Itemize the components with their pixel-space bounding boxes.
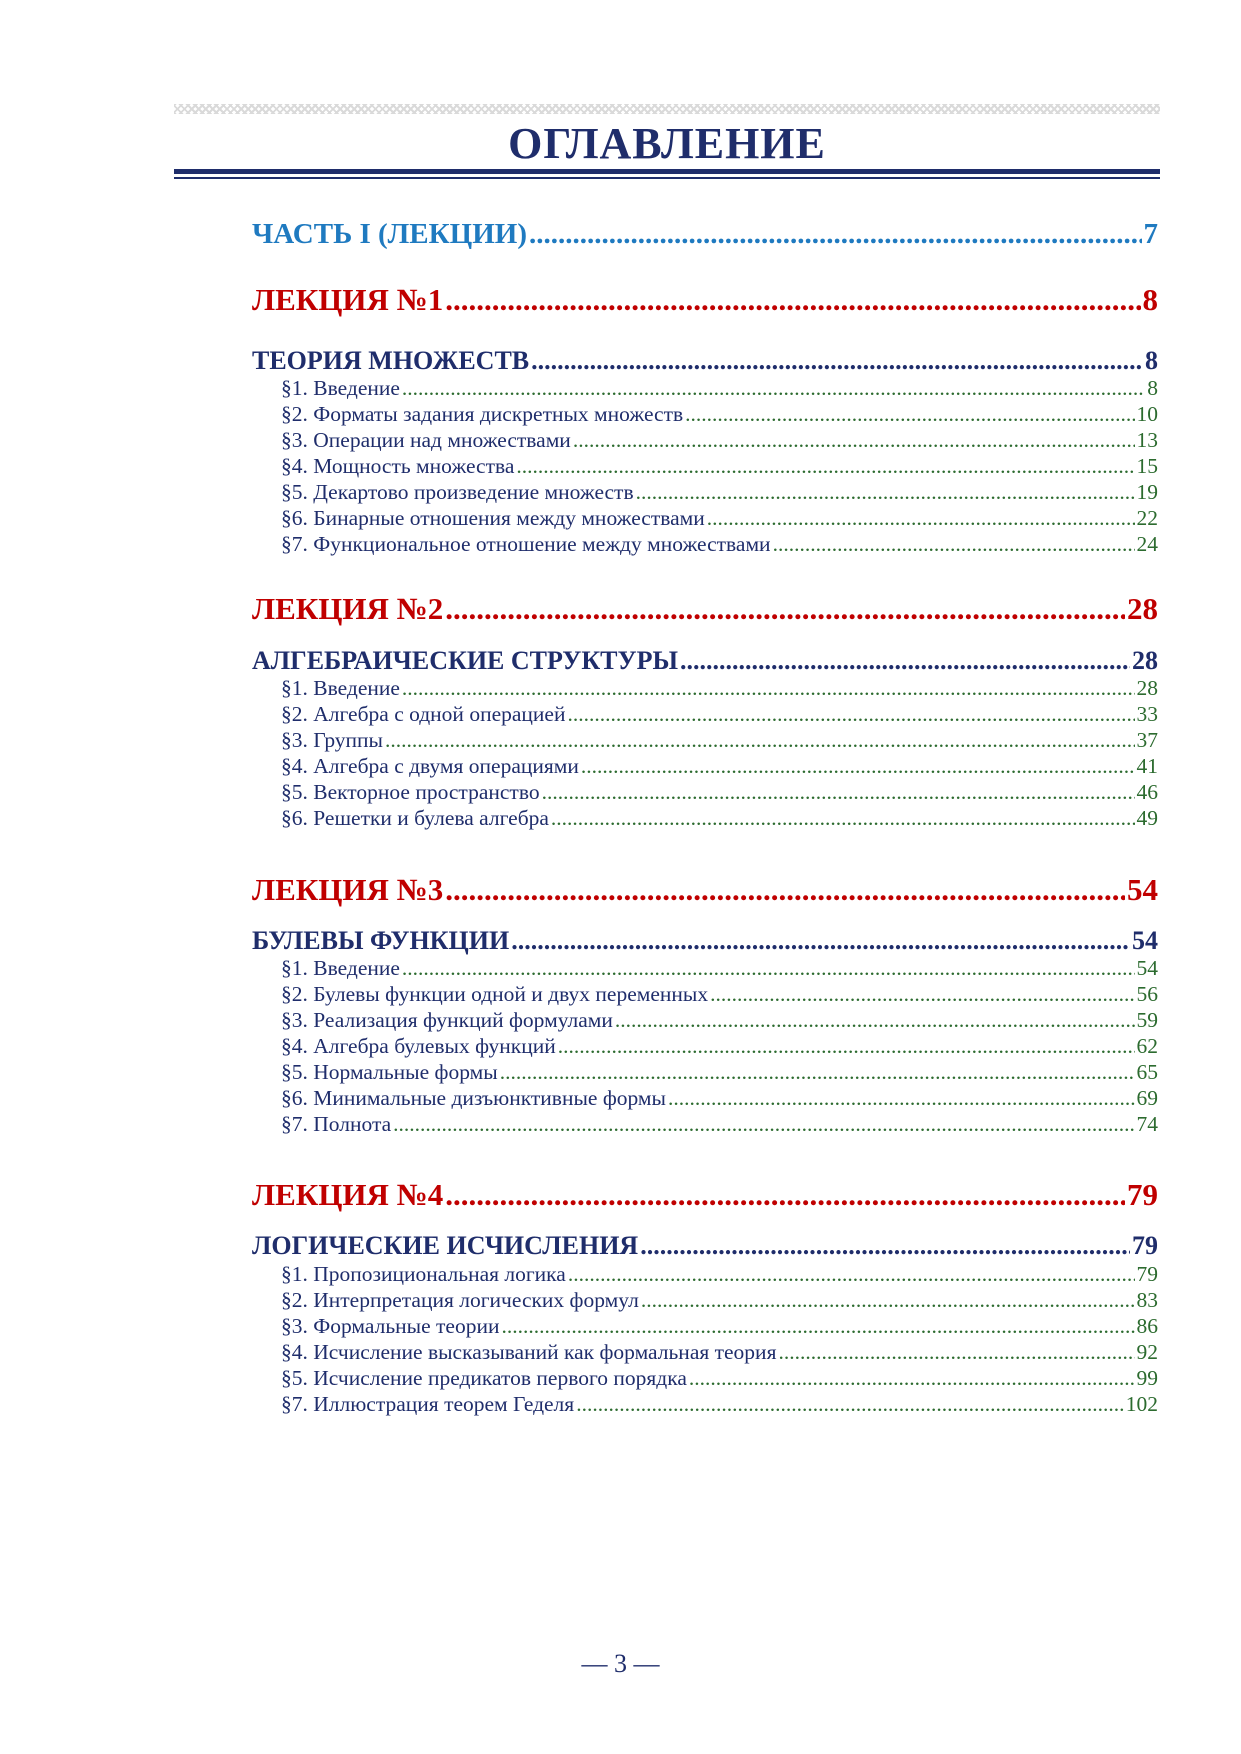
toc-entry-page: 8 — [1142, 282, 1158, 317]
toc-entry-section[interactable] — [252, 982, 1158, 1007]
toc-entry-page: 15 — [1136, 454, 1158, 478]
toc-entry-page: 28 — [1136, 676, 1158, 700]
toc-entry-section[interactable] — [252, 806, 1158, 831]
toc-leader-dots — [640, 1231, 1130, 1261]
toc-entry-section[interactable] — [252, 532, 1158, 557]
toc-leader-dots — [641, 1288, 1135, 1313]
toc-leader-dots — [511, 926, 1130, 956]
toc-leader-dots — [558, 1034, 1135, 1059]
toc-leader-dots — [576, 1392, 1124, 1417]
toc-entry-page: 56 — [1136, 982, 1158, 1006]
toc-leader-dots — [551, 806, 1135, 831]
toc-leader-dots — [445, 1177, 1125, 1213]
toc-entry-page: 28 — [1127, 591, 1158, 626]
toc-leader-dots — [707, 506, 1135, 531]
toc-entry-section[interactable] — [252, 956, 1158, 981]
toc-entry-section[interactable] — [252, 480, 1158, 505]
toc-entry-page: 86 — [1136, 1314, 1158, 1338]
title-rule-thin — [174, 177, 1160, 179]
toc-entry-label: §7. Полнота — [281, 1112, 392, 1136]
toc-entry-label: §2. Булевы функции одной и двух переменных — [281, 982, 709, 1006]
toc-leader-dots — [385, 728, 1135, 753]
toc-entry-page: 59 — [1136, 1008, 1158, 1032]
toc-entry-label: §1. Введение — [281, 676, 400, 700]
toc-entry-page: 41 — [1136, 754, 1158, 778]
page-title: ОГЛАВЛЕНИЕ — [508, 119, 826, 168]
toc-leader-dots — [680, 646, 1130, 676]
toc-entry-page: 79 — [1127, 1177, 1158, 1212]
toc-entry-label: §5. Нормальные формы — [281, 1060, 498, 1084]
toc-entry-section[interactable] — [252, 1340, 1158, 1365]
toc-leader-dots — [710, 982, 1134, 1007]
toc-entry-section[interactable] — [252, 1060, 1158, 1085]
toc-entry-page: 102 — [1125, 1392, 1158, 1416]
toc-entry-label: §2. Интерпретация логических формул — [281, 1288, 639, 1312]
toc-entry-page: 83 — [1136, 1288, 1158, 1312]
toc-leader-dots — [567, 702, 1134, 727]
toc-entry-section[interactable] — [252, 506, 1158, 531]
toc-entry-page: 7 — [1143, 218, 1158, 250]
toc-entry-page: 79 — [1132, 1231, 1158, 1260]
toc-entry-page: 8 — [1145, 346, 1158, 375]
toc-entry-label: §2. Алгебра с одной операцией — [281, 702, 566, 726]
toc-entry-label: §5. Векторное пространство — [281, 780, 540, 804]
toc-leader-dots — [402, 376, 1145, 401]
toc-entry-page: 46 — [1136, 780, 1158, 804]
toc-leader-dots — [615, 1008, 1135, 1033]
toc-entry-section[interactable] — [252, 428, 1158, 453]
toc-leader-dots — [685, 402, 1134, 427]
toc-entry-page: 19 — [1136, 480, 1158, 504]
toc-entry-label: §5. Декартово произведение множеств — [281, 480, 634, 504]
toc-entry-section[interactable] — [252, 702, 1158, 727]
toc-entry-section[interactable] — [252, 454, 1158, 479]
toc-entry-section[interactable] — [252, 1034, 1158, 1059]
toc-entry-section[interactable] — [252, 754, 1158, 779]
toc-entry-page: 79 — [1136, 1262, 1158, 1286]
toc-entry-topic[interactable] — [252, 346, 1158, 376]
toc-entry-topic[interactable] — [252, 1231, 1158, 1261]
toc-entry-label: ЛЕКЦИЯ №1 — [252, 282, 444, 317]
toc-entry-label: §4. Алгебра с двумя операциями — [281, 754, 579, 778]
toc-entry-label: §6. Минимальные дизъюнктивные формы — [281, 1086, 666, 1110]
toc-leader-dots — [445, 872, 1125, 908]
toc-entry-section[interactable] — [252, 1392, 1158, 1417]
toc-entry-page: 54 — [1136, 956, 1158, 980]
toc-entry-page: 28 — [1132, 646, 1158, 675]
toc-entry-page: 65 — [1136, 1060, 1158, 1084]
toc-leader-dots — [402, 676, 1135, 701]
toc-leader-dots — [531, 346, 1143, 376]
toc-entry-label: АЛГЕБРАИЧЕСКИЕ СТРУКТУРЫ — [252, 646, 679, 675]
toc-entry-label: §7. Иллюстрация теорем Геделя — [281, 1392, 575, 1416]
toc-entry-topic[interactable] — [252, 646, 1158, 676]
toc-entry-label: §3. Реализация функций формулами — [281, 1008, 613, 1032]
toc-entry-page: 24 — [1136, 532, 1158, 556]
toc-entry-section[interactable] — [252, 1366, 1158, 1391]
toc-entry-label: §7. Функциональное отношение между множествами — [281, 532, 771, 556]
toc-entry-section[interactable] — [252, 676, 1158, 701]
toc-leader-dots — [393, 1112, 1134, 1137]
toc-entry-label: ЧАСТЬ I (ЛЕКЦИИ) — [252, 218, 527, 250]
toc-leader-dots — [445, 591, 1125, 627]
toc-entry-label: ТЕОРИЯ МНОЖЕСТВ — [252, 346, 530, 375]
toc-entry-label: §2. Форматы задания дискретных множеств — [281, 402, 684, 426]
toc-leader-dots — [573, 428, 1135, 453]
page-number: — 3 — — [581, 1649, 660, 1678]
toc-entry-label: ЛОГИЧЕСКИЕ ИСЧИСЛЕНИЯ — [252, 1231, 639, 1260]
toc-entry-label: §4. Алгебра булевых функций — [281, 1034, 556, 1058]
toc-leader-dots — [445, 282, 1140, 318]
toc-leader-dots — [581, 754, 1135, 779]
toc-entry-part[interactable] — [252, 218, 1158, 251]
toc-entry-section[interactable] — [252, 780, 1158, 805]
toc-entry-section[interactable] — [252, 1112, 1158, 1137]
toc-entry-section[interactable] — [252, 1008, 1158, 1033]
toc-leader-dots — [773, 532, 1135, 557]
toc-entry-lecture[interactable] — [252, 1177, 1158, 1213]
toc-entry-label: ЛЕКЦИЯ №3 — [252, 872, 444, 907]
toc-entry-page: 92 — [1136, 1340, 1158, 1364]
toc-entry-label: §1. Введение — [281, 956, 400, 980]
toc-entry-label: §5. Исчисление предикатов первого порядка — [281, 1366, 687, 1390]
toc-entry-section[interactable] — [252, 1262, 1158, 1287]
toc-leader-dots — [529, 218, 1142, 251]
toc-entry-lecture[interactable] — [252, 282, 1158, 318]
toc-entry-page: 33 — [1136, 702, 1158, 726]
toc-leader-dots — [501, 1314, 1134, 1339]
toc-entry-page: 22 — [1136, 506, 1158, 530]
toc-entry-section[interactable] — [252, 1086, 1158, 1111]
toc-entry-page: 37 — [1136, 728, 1158, 752]
toc-entry-section[interactable] — [252, 1288, 1158, 1313]
toc-entry-section[interactable] — [252, 376, 1158, 401]
toc-entry-page: 99 — [1136, 1366, 1158, 1390]
toc-entry-label: §4. Мощность множества — [281, 454, 515, 478]
toc-entry-section[interactable] — [252, 402, 1158, 427]
toc-leader-dots — [778, 1340, 1134, 1365]
toc-entry-label: §3. Операции над множествами — [281, 428, 571, 452]
toc-entry-page: 10 — [1136, 402, 1158, 426]
toc-entry-label: ЛЕКЦИЯ №4 — [252, 1177, 444, 1212]
toc-entry-page: 54 — [1132, 926, 1158, 955]
toc-entry-page: 74 — [1136, 1112, 1158, 1136]
toc-entry-section[interactable] — [252, 728, 1158, 753]
toc-entry-page: 49 — [1136, 806, 1158, 830]
toc-entry-label: БУЛЕВЫ ФУНКЦИИ — [252, 926, 510, 955]
toc-entry-page: 8 — [1147, 376, 1158, 400]
title-rule-thick — [174, 169, 1160, 174]
toc-entry-topic[interactable] — [252, 926, 1158, 956]
toc-entry-label: §3. Группы — [281, 728, 383, 752]
toc-entry-label: §1. Пропозициональная логика — [281, 1262, 566, 1286]
toc-entry-label: §6. Решетки и булева алгебра — [281, 806, 549, 830]
toc-entry-label: §3. Формальные теории — [281, 1314, 500, 1338]
toc-leader-dots — [500, 1060, 1135, 1085]
toc-entry-page: 13 — [1136, 428, 1158, 452]
header-decorative-band — [174, 104, 1160, 114]
toc-leader-dots — [636, 480, 1135, 505]
toc-entry-label: §6. Бинарные отношения между множествами — [281, 506, 705, 530]
toc-leader-dots — [568, 1262, 1135, 1287]
toc-leader-dots — [689, 1366, 1135, 1391]
toc-entry-page: 62 — [1136, 1034, 1158, 1058]
toc-entry-page: 69 — [1136, 1086, 1158, 1110]
toc-entry-label: ЛЕКЦИЯ №2 — [252, 591, 444, 626]
toc-entry-section[interactable] — [252, 1314, 1158, 1339]
toc-entry-lecture[interactable] — [252, 591, 1158, 627]
toc-entry-label: §4. Исчисление высказываний как формальная теория — [281, 1340, 777, 1364]
toc-leader-dots — [402, 956, 1135, 981]
toc-leader-dots — [516, 454, 1134, 479]
toc-entry-lecture[interactable] — [252, 872, 1158, 908]
toc-leader-dots — [542, 780, 1135, 805]
toc-entry-label: §1. Введение — [281, 376, 400, 400]
toc-entry-page: 54 — [1127, 872, 1158, 907]
toc-leader-dots — [668, 1086, 1135, 1111]
